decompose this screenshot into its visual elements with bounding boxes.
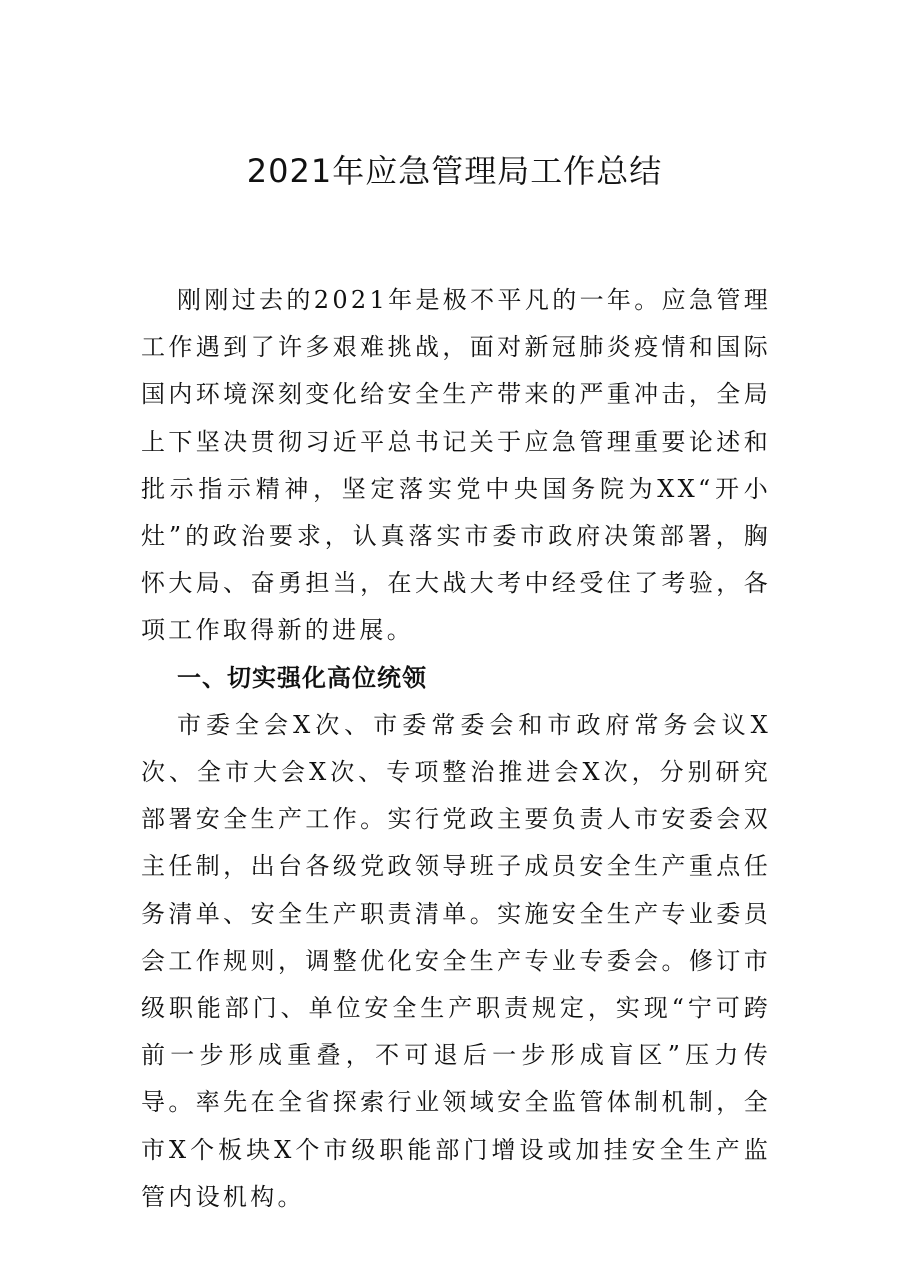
section-paragraph: 市委全会X次、市委常委会和市政府常务会议X次、全市大会X次、专项整治推进会X次，分别研究部署安全生产工作。实行党政主要负责人市安委会双主任制，出台各级党政领导班子成员安全生产重点任务清单、安全生产职责清单。实施安全生产专业委员会工作规则，调整优化安全生产专业专委会。修订市级职能部门、单位安全生产职责规定，实现“宁可跨前一步形成重叠，不可退后一步形成盲区”压力传导。率先在全省探索行业领域安全监管体制机制，全市X个板块X个市级职能部门增设或加挂安全生产监管内设机构。 [141, 710, 771, 1211]
section-heading: 一、切实强化高位统领 [177, 663, 427, 692]
document-title: 2021年应急管理局工作总结 [246, 152, 663, 190]
document-body [141, 277, 771, 1221]
intro-paragraph: 刚刚过去的2021年是极不平凡的一年。应急管理工作遇到了许多艰难挑战，面对新冠肺炎疫情和国际国内环境深刻变化给安全生产带来的严重冲击，全局上下坚决贯彻习近平总书记关于应急管理重要论述和批示指示精神，坚定落实党中央国务院为XX“开小灶”的政治要求，认真落实市委市政府决策部署，胸怀大局、奋勇担当，在大战大考中经受住了考验，各项工作取得新的进展。 [141, 286, 771, 645]
